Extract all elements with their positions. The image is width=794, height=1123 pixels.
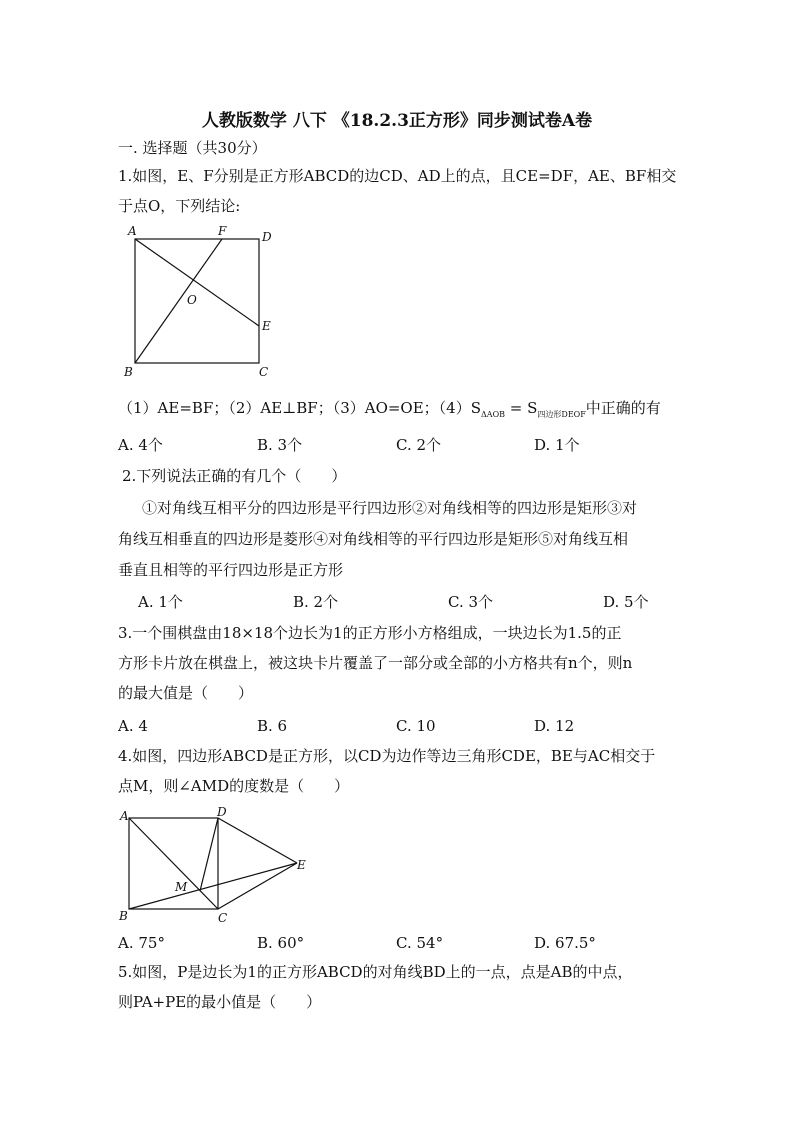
- q2-option-d: D. 5个: [603, 593, 649, 611]
- q1-area-s1-sub: ΔAOB: [481, 410, 506, 419]
- q4-label-e: E: [297, 858, 306, 872]
- q1-label-e: E: [262, 319, 271, 333]
- q3-text-line2: 方形卡片放在棋盘上，被这块卡片覆盖了一部分或全部的小方格共有n个，则n: [118, 654, 633, 672]
- q1-label-o: O: [187, 293, 197, 307]
- q4-segment-dm: [200, 818, 218, 891]
- q3-option-b: B. 6: [257, 717, 288, 735]
- q2-text-line4: 垂直且相等的平行四边形是正方形: [118, 561, 344, 579]
- q1-option-a: A. 4个: [118, 436, 163, 454]
- q3-option-a: A. 4: [118, 717, 148, 735]
- q1-area-s2-sub: 四边形DEOF: [537, 410, 586, 419]
- q2-stem: 2.下列说法正确的有几个（ ）: [122, 467, 347, 485]
- q1-option-b: B. 3个: [257, 436, 303, 454]
- q1-label-c: C: [259, 365, 269, 379]
- q4-option-d: D. 67.5°: [534, 934, 596, 952]
- q1-segment-bf: [135, 239, 222, 363]
- q4-option-a: A. 75°: [118, 934, 165, 952]
- q1-option-d: D. 1个: [534, 436, 580, 454]
- q4-segment-ce: [218, 863, 297, 909]
- q1-area-s2: S: [527, 399, 538, 417]
- q4-option-c: C. 54°: [396, 934, 444, 952]
- q4-segment-de: [218, 818, 297, 863]
- q4-square-triangle-figure: [116, 802, 316, 927]
- q1-label-b: B: [124, 365, 133, 379]
- q2-text-line2: ①对角线互相平分的四边形是平行四边形②对角线相等的四边形是矩形③对: [142, 499, 638, 517]
- q1-label-f: F: [218, 224, 227, 238]
- q4-label-a: A: [120, 809, 129, 823]
- q1-equals: =: [505, 399, 528, 417]
- q2-option-b: B. 2个: [293, 593, 339, 611]
- q3-option-d: D. 12: [534, 717, 575, 735]
- q4-diagonal-ac: [129, 818, 218, 909]
- q1-statement-pre: （1）AE=BF；（2）AE⊥BF；（3）AO=OE；（4）: [118, 399, 471, 417]
- q2-option-c: C. 3个: [448, 593, 494, 611]
- q4-label-d: D: [217, 805, 227, 819]
- q1-option-c: C. 2个: [396, 436, 442, 454]
- q2-option-a: A. 1个: [138, 593, 183, 611]
- q3-text-line3: 的最大值是（ ）: [118, 684, 254, 702]
- q1-label-d: D: [262, 230, 272, 244]
- q4-label-c: C: [218, 911, 228, 925]
- q1-statements: [118, 398, 661, 425]
- q3-text-line1: 3.一个围棋盘由18×18个边长为1的正方形小方格组成，一块边长为1.5的正: [118, 624, 622, 642]
- page-title: 人教版数学 八下 《18.2.3正方形》同步测试卷A卷: [201, 111, 593, 131]
- q1-text-line2: 于点O，下列结论:: [118, 197, 241, 215]
- q4-segment-be: [129, 863, 297, 909]
- q4-label-m: M: [175, 880, 188, 894]
- q1-label-a: A: [128, 224, 137, 238]
- q2-text-line3: 角线互相垂直的四边形是菱形④对角线相等的平行四边形是矩形⑤对角线互相: [118, 530, 629, 548]
- section-heading: 一. 选择题（共30分）: [118, 139, 267, 157]
- q4-text-line1: 4.如图，四边形ABCD是正方形，以CD为边作等边三角形CDE，BE与AC相交于: [118, 747, 656, 765]
- q1-text-line1: 1.如图，E、F分别是正方形ABCD的边CD、AD上的点，且CE=DF，AE、BF相交: [118, 167, 677, 185]
- q5-text-line1: 5.如图，P是边长为1的正方形ABCD的对角线BD上的一点，点是AB的中点，: [118, 963, 633, 981]
- q4-text-line2: 点M，则∠AMD的度数是（ ）: [118, 777, 350, 795]
- q1-square-figure: [118, 222, 278, 382]
- q4-label-b: B: [119, 909, 128, 923]
- q1-segment-ae: [135, 239, 259, 326]
- q4-option-b: B. 60°: [257, 934, 305, 952]
- q5-text-line2: 则PA+PE的最小值是（ ）: [118, 993, 322, 1011]
- q3-option-c: C. 10: [396, 717, 436, 735]
- q1-area-s1: S: [470, 399, 482, 417]
- q1-square-abcd: [135, 239, 259, 363]
- q1-statement-post: 中正确的有: [585, 399, 661, 417]
